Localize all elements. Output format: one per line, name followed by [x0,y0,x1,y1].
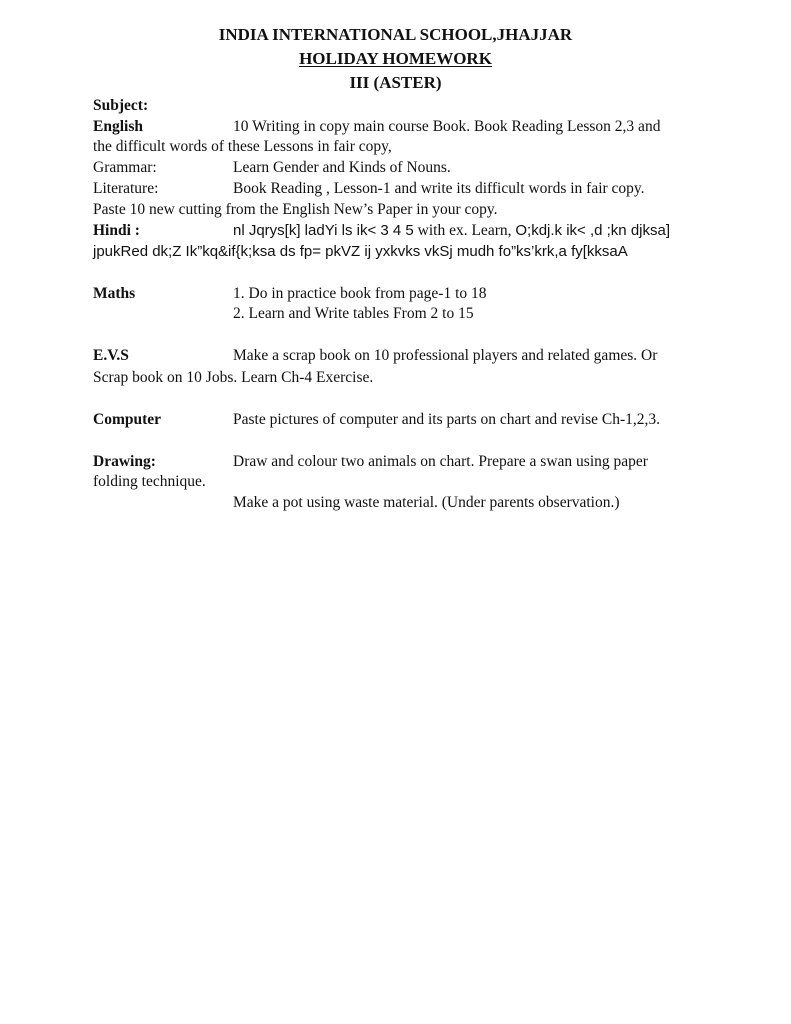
document-title-text: HOLIDAY HOMEWORK [299,49,492,68]
maths-item-1: 1. Do in practice book from page-1 to 18 [233,285,487,302]
evs-text-line2: Scrap book on 10 Jobs. Learn Ch-4 Exercise. [93,369,374,386]
drawing-label: Drawing: [93,453,156,470]
document-title [0,48,791,70]
subject-label: Subject: [93,97,149,114]
grammar-label: Grammar: [93,159,157,176]
english-paste-text: Paste 10 new cutting from the English New’s Paper in your copy. [93,201,498,218]
hindi-label: Hindi : [93,222,140,239]
hindi-text-part2: with ex. Learn, [413,222,516,239]
class-name: III (ASTER) [349,73,442,92]
evs-text-line1: Make a scrap book on 10 professional players and related games. Or [233,347,658,364]
english-text-line2: the difficult words of these Lessons in fair copy, [93,138,392,155]
drawing-text-line1: Draw and colour two animals on chart. Prepare a swan using paper [233,453,648,470]
english-label: English [93,118,143,135]
english-text-line1: 10 Writing in copy main course Book. Book Reading Lesson 2,3 and [233,118,661,135]
maths-item-2: 2. Learn and Write tables From 2 to 15 [233,305,474,322]
hindi-text-line1 [233,221,670,241]
literature-text: Book Reading , Lesson-1 and write its difficult words in fair copy. [233,180,645,197]
drawing-text-line3: Make a pot using waste material. (Under parents observation.) [233,494,620,511]
computer-label: Computer [93,411,162,428]
maths-label: Maths [93,285,136,302]
drawing-text-line2: folding technique. [93,473,206,490]
computer-text: Paste pictures of computer and its parts on chart and revise Ch-1,2,3. [233,411,660,428]
hindi-text-part1: nl Jqrys[k] ladYi ls ik< 3 4 5 [233,222,414,239]
literature-label: Literature: [93,180,159,197]
evs-label: E.V.S [93,347,129,364]
hindi-text-line2: jpukRed dk;Z Ik”kq&if{k;ksa ds fp= pkVZ ij yxkvks vkSj mudh fo”ks’krk,a fy[kksaA [93,243,628,260]
hindi-text-part3: O;kdj.k ik< ,d ;kn djksa] [515,222,671,239]
grammar-text: Learn Gender and Kinds of Nouns. [233,159,451,176]
school-name: INDIA INTERNATIONAL SCHOOL,JHAJJAR [218,25,573,44]
